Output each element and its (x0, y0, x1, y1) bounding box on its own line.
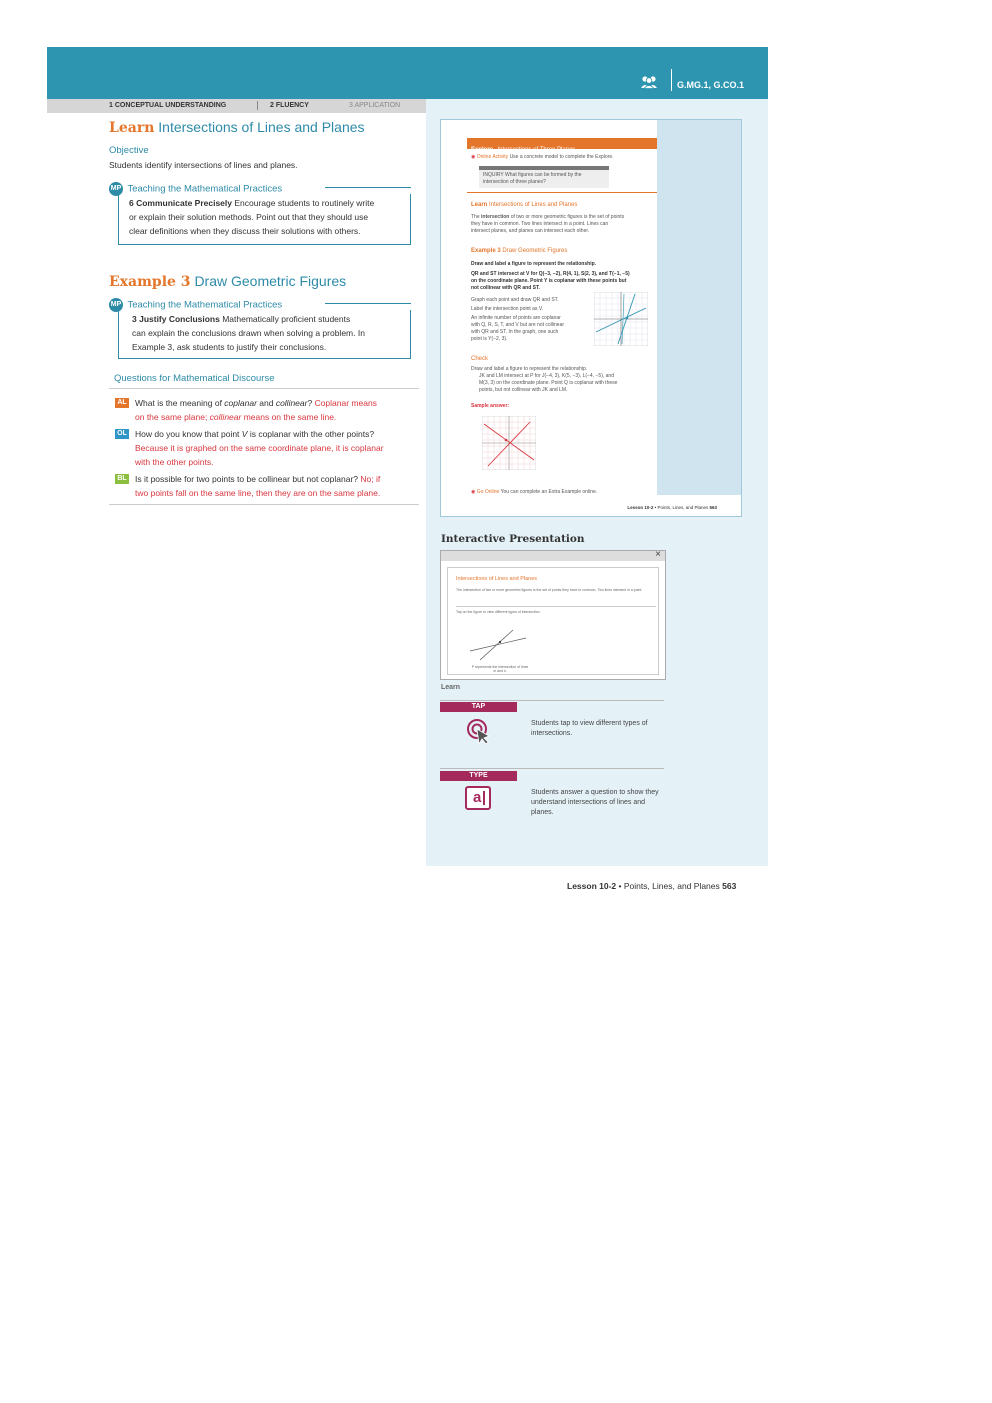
mp-badge-icon: MP (109, 298, 123, 312)
slide-title: Intersections of Lines and Planes (456, 576, 538, 582)
tab-application[interactable]: 3 APPLICATION (349, 102, 401, 109)
thumb-ex-title: Draw Geometric Figures (502, 248, 568, 254)
thumb-line: Draw and label a figure to represent the relationship. (471, 261, 597, 267)
thumb-sample: Sample answer: (471, 403, 510, 409)
mp-line: Encourage students to routinely write (232, 198, 375, 208)
answer-text: No; if (360, 474, 381, 484)
learn-title: Intersections of Lines and Planes (158, 119, 365, 135)
thumb-learn-label: Learn (471, 202, 488, 208)
close-icon[interactable]: × (655, 549, 661, 560)
thumb-learn-title: Intersections of Lines and Planes (489, 202, 578, 208)
mp-line: can explain the conclusions drawn when solving a problem. In (132, 328, 365, 338)
online-activity-label: Online Activity (476, 154, 509, 160)
thumb-rule (467, 192, 657, 193)
slide-tap: Tap on the figure to view different types of intersection. (456, 610, 541, 614)
mp-heading-1: Teaching the Mathematical Practices (127, 183, 283, 195)
q-text: V (241, 429, 248, 439)
thumb-line: M(3, 3) on the coordinate plane. Point Q is coplanar with these (479, 380, 618, 386)
slide-frame (447, 567, 659, 675)
q-text: coplanar (224, 398, 257, 408)
mp-rule (325, 187, 411, 188)
interactive-screenshot[interactable] (440, 550, 666, 680)
type-icon (465, 786, 491, 810)
example-heading (109, 273, 419, 290)
type-rule (440, 768, 664, 769)
q-text: ? (307, 398, 315, 408)
thumb-line: on the coordinate plane. Point Y is coplanar with these points but (471, 278, 627, 284)
t-text: Lesson 10-2 (627, 505, 654, 510)
thumb-line: intersect planes, and planes can intersect each other. (471, 228, 590, 234)
answer-text: Because it is graphed on the same coordinate plane, it is coplanar (135, 443, 384, 453)
mp-text-1 (129, 196, 400, 210)
thumb-ex-label: Example 3 (471, 248, 501, 254)
q-text: and (256, 398, 276, 408)
inquiry-text: intersection of three planes? (483, 179, 546, 185)
go-online-icon: ◉ (471, 489, 476, 495)
thumb-line: JK and LM intersect at P for J(−4, 3), K(5, −3), L(−4, −5), and (479, 373, 614, 379)
group-icon (640, 75, 658, 89)
go-online-label: Go Online (476, 489, 500, 495)
tap-text: Students tap to view different types of intersections. (531, 720, 648, 737)
check-graph (482, 416, 536, 470)
a-text: means on the same line. (241, 412, 337, 422)
online-activity-text: Use a concrete model to complete the Explore. (509, 154, 614, 160)
type-text: Students answer a question to show they understand intersections of lines and planes. (531, 789, 659, 816)
al-tag: AL (115, 398, 129, 408)
inquiry-text: INQUIRY What figures can be formed by the (483, 172, 582, 178)
explore-label: Explore (471, 147, 494, 153)
page-footer (567, 881, 736, 891)
thumb-footer-text (627, 504, 717, 511)
go-online-text: You can complete an Extra Example online. (500, 489, 598, 495)
header-divider (671, 69, 672, 91)
tab-fluency[interactable]: 2 FLUENCY (270, 102, 309, 109)
ol-tag: OL (115, 429, 129, 439)
t-text: • Points, Lines, and Planes (653, 505, 710, 510)
question-text (135, 472, 419, 486)
a-text: on the same plane; (135, 412, 210, 422)
learn-label: Learn (109, 120, 155, 136)
thumb-learn-body (471, 214, 651, 235)
a-text: collinear (209, 412, 242, 422)
thumb-line: with Q, R, S, T, and V but are not collinear (471, 322, 565, 328)
thumb-check-body (471, 366, 656, 394)
thumb-line: Draw and label a figure to represent the relationship. (471, 366, 588, 372)
go-online-icon: ◉ (471, 154, 476, 160)
question-bl (109, 472, 419, 500)
questions-heading: Questions for Mathematical Discourse (114, 373, 275, 384)
slide-caption-line: P represents the intersection of lines (471, 665, 529, 669)
thumb-sidebar (657, 120, 741, 495)
thumb-line: points, but not collinear with JK and LM. (479, 387, 568, 393)
questions-bottom-rule (109, 504, 419, 505)
question-ol (109, 427, 419, 469)
left-column (109, 119, 419, 505)
mp-header-1 (109, 180, 419, 194)
question-text (135, 396, 419, 410)
slide-caption-line: m and n. (493, 669, 507, 673)
thumb-footer (441, 496, 741, 516)
mp-line: Mathematically proficient students (219, 314, 351, 324)
answer-text: with the other points. (135, 457, 214, 467)
interactive-heading: Interactive Presentation (441, 533, 585, 545)
q-text: collinear (275, 398, 308, 408)
answer-text: Coplanar means (314, 398, 377, 408)
mp-line: clear definitions when they discuss their solutions with others. (129, 226, 361, 236)
t-text: The (471, 214, 482, 220)
answer-text (135, 410, 419, 424)
footer-title: • Points, Lines, and Planes (616, 881, 723, 891)
learn-heading (109, 119, 419, 136)
tab-conceptual[interactable]: 1 CONCEPTUAL UNDERSTANDING (109, 102, 227, 109)
thumb-line: Graph each point and draw QR and ST. (471, 297, 559, 303)
question-text (135, 427, 419, 441)
mp-header-2 (109, 296, 419, 310)
type-label: TYPE (440, 771, 517, 781)
questions-rule (109, 388, 419, 389)
bl-tag: BL (115, 474, 129, 484)
thumb-line: with QR and ST. In the graph, one such (471, 329, 559, 335)
thumb-go-online (471, 489, 651, 496)
thumb-line: Label the intersection point as V. (471, 306, 544, 312)
thumb-line: point is Y(−2, 3). (471, 336, 508, 342)
thumb-check: Check (471, 356, 489, 362)
thumb-example-heading (471, 248, 651, 255)
interactive-caption: Learn (441, 684, 461, 691)
online-activity-line (471, 154, 651, 161)
q-text: What is the meaning of (135, 398, 225, 408)
mp-section-1 (109, 180, 419, 245)
mp-line: or explain their solution methods. Point out that they should use (129, 212, 369, 222)
mp-box-1 (118, 194, 411, 245)
mp-text-2 (132, 312, 398, 326)
q-text: How do you know that point (135, 429, 242, 439)
example-title: Draw Geometric Figures (194, 273, 347, 289)
tap-label: TAP (440, 702, 517, 712)
t-text: 563 (709, 505, 717, 510)
thumb-line: they have in common. Two lines intersect in a point. Lines can (471, 221, 609, 227)
objective-text: Students identify intersections of lines and planes. (109, 160, 298, 170)
thumb-learn-heading (471, 202, 651, 209)
footer-page: 563 (722, 881, 737, 891)
example-graph (594, 292, 648, 346)
tap-rule (440, 700, 664, 701)
slide-caption (460, 665, 540, 673)
mp-line: Example 3, ask students to justify their conclusions. (132, 342, 327, 352)
explore-banner (467, 138, 657, 153)
type-glyph: a (473, 789, 482, 806)
mp-heading-2: Teaching the Mathematical Practices (127, 299, 283, 311)
answer-text: two points fall on the same line, then they are on the same plane. (135, 488, 381, 498)
tap-icon (465, 717, 493, 745)
thumb-line: not collinear with QR and ST. (471, 285, 540, 291)
slide-rule (456, 606, 656, 607)
tab-divider (257, 101, 258, 110)
mp-box-2 (118, 310, 411, 359)
t-text: intersection (481, 214, 510, 220)
slide-text: The intersection of two or more geometric figures is the set of points they have in common. Two lines intersect in a point. (456, 588, 643, 592)
mp-badge-icon: MP (109, 182, 123, 196)
inquiry-box (479, 166, 609, 188)
explore-title: Intersections of Three Planes (497, 147, 576, 153)
progression-tabs (47, 99, 426, 113)
window-titlebar (441, 551, 665, 561)
intersection-figure[interactable] (468, 626, 528, 661)
thumb-example-instr (471, 261, 656, 292)
header-bar (47, 47, 768, 99)
standards-label: G.MG.1, G.CO.1 (676, 80, 744, 90)
mp-rule (325, 303, 411, 304)
thumb-line: QR and ST intersect at V for Q(−3, −2), R(4, 1), S(2, 3), and T(−1, −5) (471, 271, 630, 277)
mp-bold-1: 6 Communicate Precisely (129, 198, 232, 208)
q-text: is coplanar with the other points? (247, 429, 375, 439)
thumb-line (471, 214, 651, 221)
question-al (109, 396, 419, 424)
example-label: Example 3 (109, 274, 191, 290)
thumb-steps (471, 297, 591, 343)
objective-heading: Objective (109, 145, 149, 156)
thumb-line: An infinite number of points are coplanar (471, 315, 561, 321)
t-text: of two or more geometric figures is the set of points (509, 214, 625, 220)
mp-bold-2: 3 Justify Conclusions (132, 314, 220, 324)
text-cursor (483, 791, 485, 805)
student-page-thumbnail[interactable] (440, 119, 742, 517)
footer-lesson: Lesson 10-2 (567, 881, 617, 891)
mp-section-2 (109, 296, 419, 359)
q-text: Is it possible for two points to be collinear but not coplanar? (135, 474, 361, 484)
